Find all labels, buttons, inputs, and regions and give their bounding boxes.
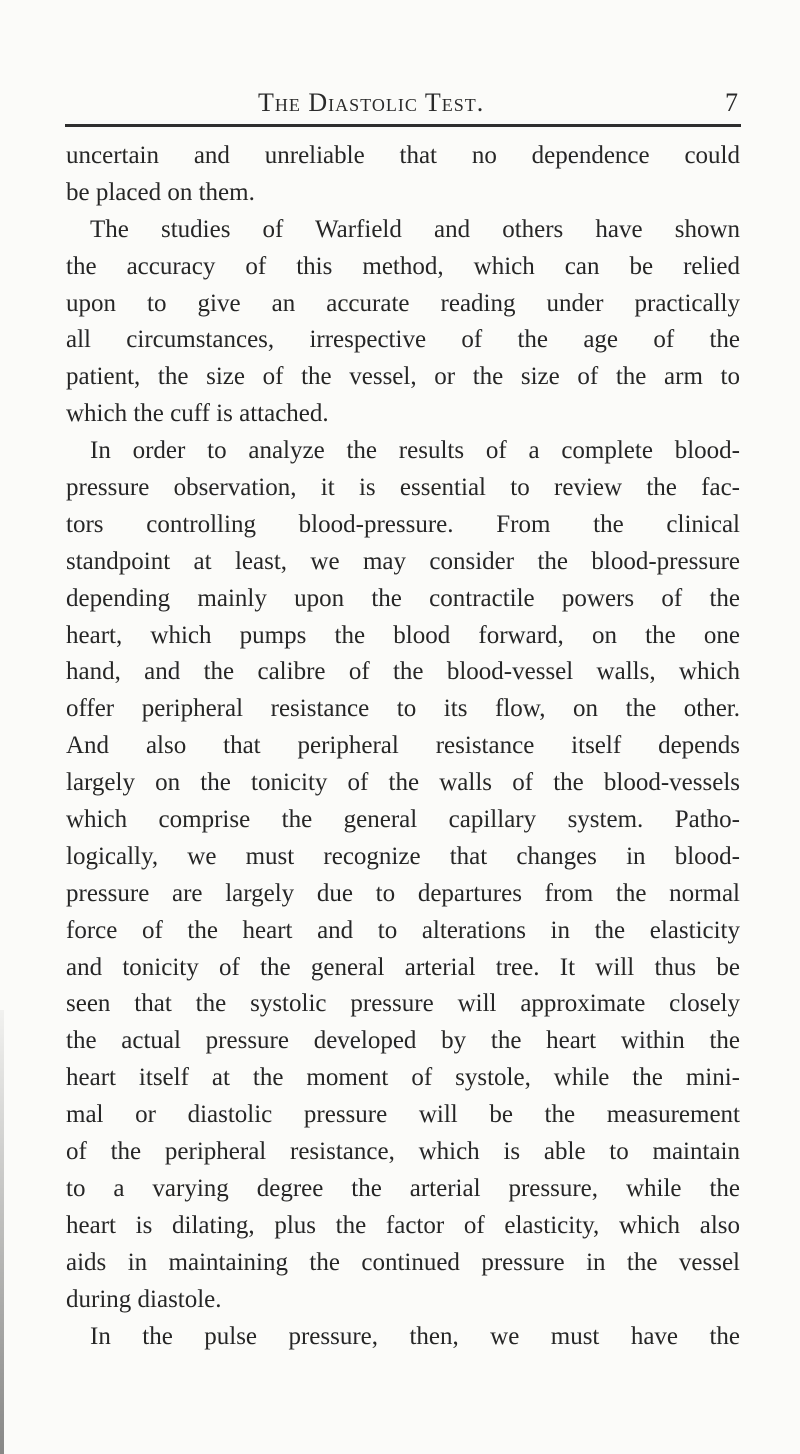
text-line: and tonicity of the general arterial tree. It will thus be xyxy=(66,953,740,981)
text-line: heart is dilating, plus the factor of elasticity, which also xyxy=(66,1211,740,1239)
text-line: standpoint at least, we may consider the blood-pressure xyxy=(66,547,740,575)
header-rule xyxy=(65,124,741,127)
text-line: heart itself at the moment of systole, while the mini- xyxy=(66,1064,740,1092)
text-line: heart, which pumps the blood forward, on the one xyxy=(66,621,740,649)
text-line: The studies of Warfield and others have shown xyxy=(90,215,740,243)
text-line: which comprise the general capillary system. Patho- xyxy=(66,806,740,834)
text-line: during diastole. xyxy=(66,1285,222,1313)
text-line: mal or diastolic pressure will be the measurement xyxy=(66,1101,740,1129)
text-line: In order to analyze the results of a complete blood- xyxy=(90,437,740,465)
text-line: offer peripheral resistance to its flow, on the other. xyxy=(66,695,740,723)
text-line: uncertain and unreliable that no dependence could xyxy=(66,142,740,169)
running-title: The Diastolic Test. xyxy=(258,88,485,117)
text-line: largely on the tonicity of the walls of the blood-vessels xyxy=(66,769,740,797)
text-line: be placed on them. xyxy=(66,178,255,206)
page-edge-shadow xyxy=(0,1010,4,1454)
text-line: the accuracy of this method, which can be relied xyxy=(66,252,740,280)
text-line: pressure are largely due to departures from the normal xyxy=(66,879,740,907)
text-line: patient, the size of the vessel, or the size of the arm to xyxy=(66,363,740,391)
text-line: And also that peripheral resistance itself depends xyxy=(66,732,740,760)
text-line: force of the heart and to alterations in the elasticity xyxy=(66,916,740,944)
text-line: all circumstances, irrespective of the age of the xyxy=(66,326,740,354)
text-line: aids in maintaining the continued pressure in the vessel xyxy=(66,1248,740,1276)
text-line: In the pulse pressure, then, we must have the xyxy=(90,1322,740,1350)
running-head xyxy=(0,88,800,124)
text-line: to a varying degree the arterial pressure, while the xyxy=(66,1174,740,1202)
text-line: upon to give an accurate reading under practically xyxy=(66,289,740,317)
body-text xyxy=(66,138,740,1355)
text-line: logically, we must recognize that changes in blood- xyxy=(66,842,740,870)
text-line: depending mainly upon the contractile powers of the xyxy=(66,584,740,612)
text-line: pressure observation, it is essential to review the fac- xyxy=(66,474,740,502)
text-line: which the cuff is attached. xyxy=(66,400,329,428)
text-line: the actual pressure developed by the heart within the xyxy=(66,1027,740,1055)
text-line: seen that the systolic pressure will approximate closely xyxy=(66,990,740,1018)
text-line: of the peripheral resistance, which is able to maintain xyxy=(66,1138,740,1166)
text-line: hand, and the calibre of the blood-vessel walls, which xyxy=(66,658,740,686)
page-number: 7 xyxy=(725,88,738,117)
text-line: tors controlling blood-pressure. From the clinical xyxy=(66,510,740,538)
